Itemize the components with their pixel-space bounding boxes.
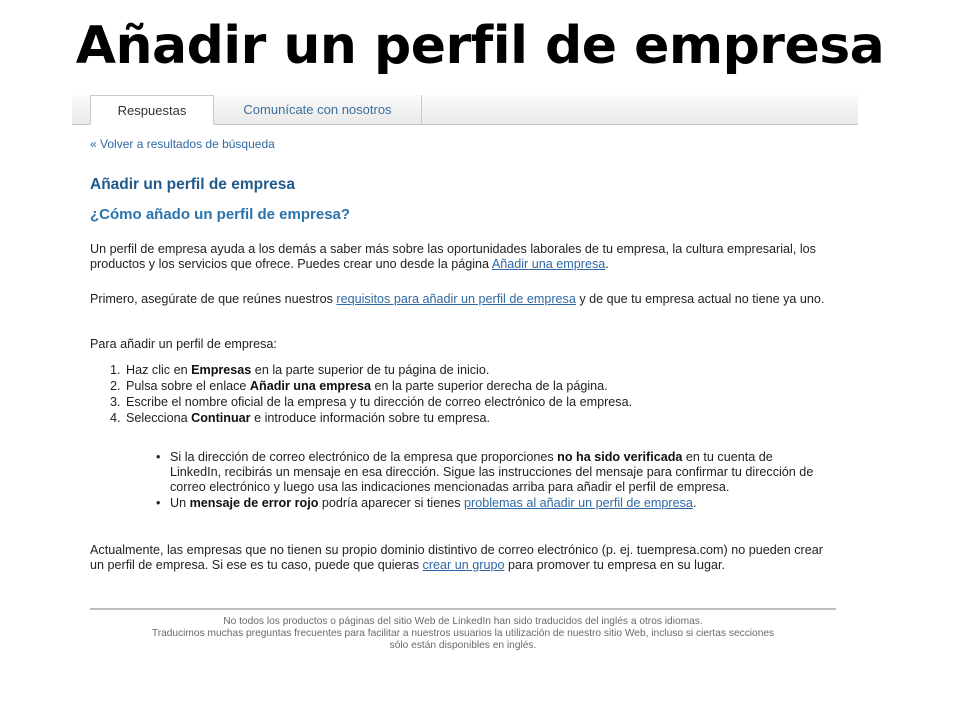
step-text: en la parte superior de tu página de inicio. [251,363,490,377]
step-text: Haz clic en [126,363,192,377]
note-item [170,496,820,511]
step-bold: Continuar [191,411,251,425]
step-item [124,411,836,426]
note-bold: no ha sido verificada [557,450,683,464]
back-to-results-link[interactable]: « Volver a resultados de búsqueda [90,137,275,151]
note-text: . [692,496,697,510]
note-bold: mensaje de error rojo [189,496,319,510]
help-page-screenshot [72,95,858,665]
article-question: ¿Cómo añado un perfil de empresa? [90,206,351,223]
footer-divider [90,608,836,610]
requirements-text: Primero, asegúrate de que reúnes nuestros [90,292,337,306]
tab-contact-us[interactable]: Comunícate con nosotros [214,95,422,124]
step-bold: Añadir una empresa [249,379,372,393]
step-text: Selecciona [126,411,192,425]
domain-end: para promover tu empresa en su lugar. [504,558,725,572]
note-item [170,450,820,495]
tab-respuestas[interactable]: Respuestas [90,95,214,125]
step-item [124,379,836,394]
slide-title: Añadir un perfil de empresa [75,16,885,76]
steps-list [90,363,836,427]
step-text: Pulsa sobre el enlace [126,379,250,393]
notes-list [154,450,820,512]
intro-end: . [605,257,609,271]
step-text: en la parte superior derecha de la página. [371,379,608,393]
footer-line: sólo están disponibles en inglés. [389,640,537,651]
step-text: e introduce información sobre tu empresa. [250,411,490,425]
domain-paragraph [90,543,836,573]
note-text: Un [170,496,190,510]
problems-adding-link[interactable]: problemas al añadir un perfil de empresa [464,496,693,510]
requirements-paragraph [90,292,836,307]
tab-bar [72,95,858,125]
step-bold: Empresas [191,363,252,377]
translation-footer [90,616,836,652]
footer-line: Traducimos muchas preguntas frecuentes para facilitar a nuestros usuarios la utilización de nuestro sitio Web, incluso si ciertas secciones [151,628,775,639]
step-item [124,363,836,378]
requirements-end: y de que tu empresa actual no tiene ya uno. [575,292,825,306]
requirements-link[interactable]: requisitos para añadir un perfil de empresa [336,292,576,306]
footer-line: No todos los productos o páginas del sitio Web de LinkedIn han sido traducidos del inglés a otros idiomas. [223,616,703,627]
steps-intro: Para añadir un perfil de empresa: [90,337,277,351]
create-group-link[interactable]: crear un grupo [422,558,505,572]
note-text: podría aparecer si tienes [318,496,465,510]
intro-paragraph [90,242,836,272]
note-text: Si la dirección de correo electrónico de la empresa que proporciones [170,450,558,464]
note-text: en tu cuenta de LinkedIn, recibirás un mensaje en esa dirección. Sigue las instrucciones del mensaje para confirmar tu dirección de correo electrónico y luego usa las indicaciones mencionadas arriba para añadir el perfil de empresa. [170,450,814,494]
domain-text: Actualmente, las empresas que no tienen su propio dominio distintivo de correo electrónico (p. ej. tuempresa.com) no pueden crear un perfil de empresa. Si ese es tu caso, puede que quieras [90,543,823,572]
add-company-link[interactable]: Añadir una empresa [491,257,606,271]
article-title: Añadir un perfil de empresa [90,176,295,193]
intro-text: Un perfil de empresa ayuda a los demás a saber más sobre las oportunidades laborales de tu empresa, la cultura empresarial, los productos y los servicios que ofrece. Puedes crear uno desde la página [90,242,816,271]
step-text: Escribe el nombre oficial de la empresa y tu dirección de correo electrónico de la empresa. [126,395,633,409]
step-item [124,395,836,410]
